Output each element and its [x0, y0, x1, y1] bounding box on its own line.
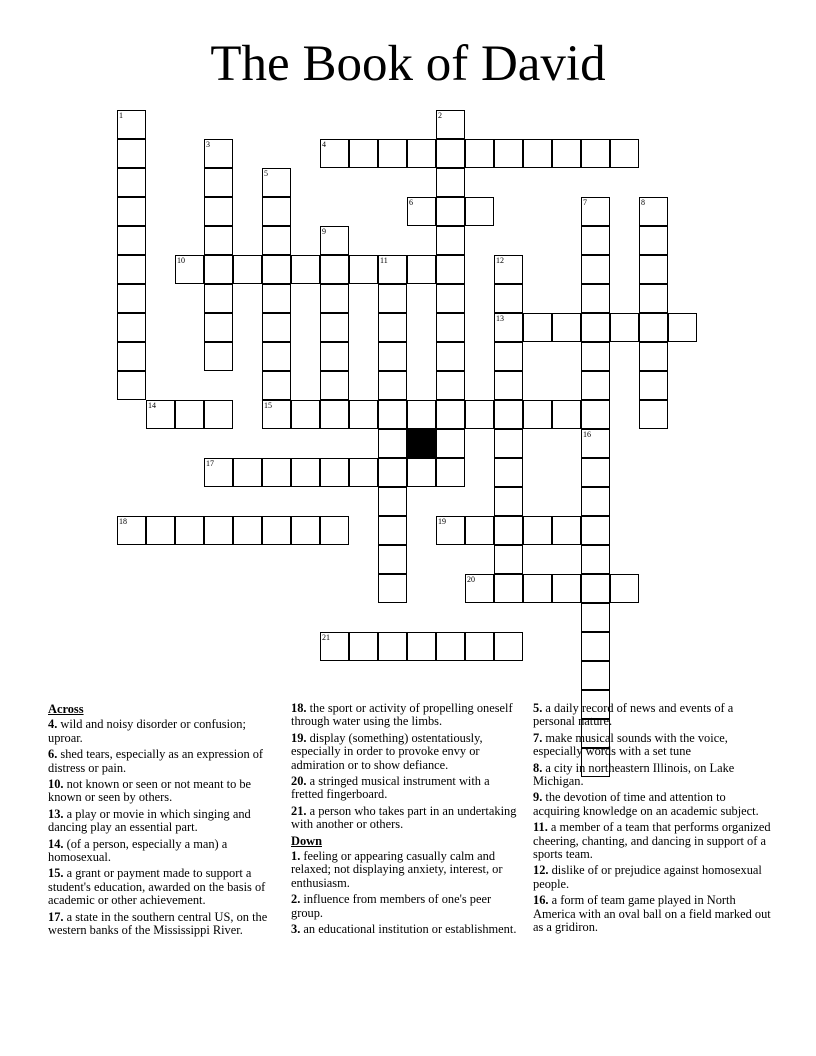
- grid-cell[interactable]: [262, 342, 291, 371]
- grid-cell[interactable]: [407, 458, 436, 487]
- grid-cell[interactable]: [204, 342, 233, 371]
- grid-cell[interactable]: [378, 487, 407, 516]
- clue-number: 20: [467, 575, 475, 584]
- grid-cell[interactable]: [436, 632, 465, 661]
- grid-cell[interactable]: [233, 255, 262, 284]
- grid-cell[interactable]: [581, 661, 610, 690]
- grid-cell[interactable]: [378, 400, 407, 429]
- grid-cell[interactable]: [407, 255, 436, 284]
- grid-cell[interactable]: [175, 516, 204, 545]
- clue-across-6: 6. shed tears, especially as an expression of distress or pain.: [48, 747, 264, 775]
- grid-cell[interactable]: [581, 139, 610, 168]
- grid-cell[interactable]: [262, 400, 291, 429]
- grid-cell[interactable]: [494, 284, 523, 313]
- grid-cell[interactable]: [581, 574, 610, 603]
- grid-cell[interactable]: [320, 458, 349, 487]
- grid-cell[interactable]: [581, 487, 610, 516]
- grid-cell[interactable]: [320, 313, 349, 342]
- grid-cell[interactable]: [436, 342, 465, 371]
- grid-cell[interactable]: [436, 284, 465, 313]
- grid-cell[interactable]: [146, 516, 175, 545]
- grid-cell[interactable]: [436, 110, 465, 139]
- grid-cell[interactable]: [146, 400, 175, 429]
- grid-cell[interactable]: [494, 458, 523, 487]
- grid-cell[interactable]: [639, 284, 668, 313]
- grid-cell[interactable]: [320, 400, 349, 429]
- grid-cell[interactable]: [378, 371, 407, 400]
- grid-cell[interactable]: [494, 429, 523, 458]
- grid-cell[interactable]: [494, 313, 523, 342]
- grid-cell[interactable]: [320, 284, 349, 313]
- grid-cell[interactable]: [349, 139, 378, 168]
- grid-cell[interactable]: [204, 255, 233, 284]
- grid-cell[interactable]: [320, 632, 349, 661]
- grid-cell[interactable]: [117, 516, 146, 545]
- clue-number: 19: [438, 517, 446, 526]
- grid-cell[interactable]: [407, 400, 436, 429]
- grid-cell[interactable]: [639, 255, 668, 284]
- grid-cell[interactable]: [378, 313, 407, 342]
- grid-cell[interactable]: [117, 371, 146, 400]
- grid-cell[interactable]: [262, 458, 291, 487]
- grid-cell[interactable]: [465, 139, 494, 168]
- grid-cell[interactable]: [494, 516, 523, 545]
- clue-across-19: 19. display (something) ostentatiously, especially in order to provoke envy or admiration or to show defiance.: [291, 730, 483, 772]
- clue-across-18: 18. the sport or activity of propelling oneself through water using the limbs.: [291, 701, 513, 729]
- grid-cell[interactable]: [204, 400, 233, 429]
- grid-cell[interactable]: [233, 458, 262, 487]
- grid-cell[interactable]: [320, 516, 349, 545]
- grid-cell[interactable]: [117, 255, 146, 284]
- grid-cell[interactable]: [262, 226, 291, 255]
- grid-cell[interactable]: [117, 110, 146, 139]
- clues-column-3: [533, 702, 773, 938]
- clue-number: 11: [380, 256, 388, 265]
- grid-cell[interactable]: [494, 545, 523, 574]
- black-cell: [407, 429, 436, 458]
- grid-cell[interactable]: [291, 400, 320, 429]
- clue-number: 9: [322, 227, 326, 236]
- grid-cell[interactable]: [581, 458, 610, 487]
- grid-cell[interactable]: [262, 197, 291, 226]
- clue-down-7: 7. make musical sounds with the voice, especially words with a set tune: [533, 730, 728, 759]
- grid-cell[interactable]: [349, 255, 378, 284]
- grid-cell[interactable]: [262, 313, 291, 342]
- clue-across-17: 17. a state in the southern central US, on the western banks of the Mississippi River.: [48, 909, 268, 938]
- clue-across-21: 21. a person who takes part in an undertaking with another or others.: [291, 803, 517, 832]
- grid-cell[interactable]: [117, 342, 146, 371]
- clue-number: 6: [409, 198, 413, 207]
- grid-cell[interactable]: [581, 197, 610, 226]
- grid-cell[interactable]: [436, 313, 465, 342]
- grid-cell[interactable]: [436, 458, 465, 487]
- grid-cell[interactable]: [407, 139, 436, 168]
- clue-down-11: 11. a member of a team that performs organized cheering, chanting, and dancing in support of a sports team.: [533, 820, 771, 862]
- grid-cell[interactable]: [494, 255, 523, 284]
- clue-number: 1: [119, 111, 123, 120]
- grid-cell[interactable]: [639, 371, 668, 400]
- grid-cell[interactable]: [581, 226, 610, 255]
- grid-cell[interactable]: [349, 458, 378, 487]
- grid-cell[interactable]: [233, 516, 262, 545]
- grid-cell[interactable]: [581, 603, 610, 632]
- grid-cell[interactable]: [581, 632, 610, 661]
- grid-cell[interactable]: [523, 139, 552, 168]
- grid-cell[interactable]: [639, 313, 668, 342]
- grid-cell[interactable]: [581, 284, 610, 313]
- grid-cell[interactable]: [465, 516, 494, 545]
- clue-number: 15: [264, 401, 272, 410]
- grid-cell[interactable]: [291, 458, 320, 487]
- clue-number: 14: [148, 401, 156, 410]
- grid-cell[interactable]: [581, 400, 610, 429]
- clue-number: 4: [322, 140, 326, 149]
- grid-cell[interactable]: [581, 255, 610, 284]
- grid-cell[interactable]: [436, 429, 465, 458]
- clue-number: 8: [641, 198, 645, 207]
- grid-cell[interactable]: [523, 400, 552, 429]
- clue-number: 18: [119, 517, 127, 526]
- clue-across-10: 10. not known or seen or not meant to be known or seen by others.: [48, 777, 252, 805]
- grid-cell[interactable]: [117, 197, 146, 226]
- clue-number: 2: [438, 111, 442, 120]
- clue-number: 7: [583, 198, 587, 207]
- grid-cell[interactable]: [320, 255, 349, 284]
- grid-cell[interactable]: [378, 255, 407, 284]
- grid-cell[interactable]: [581, 545, 610, 574]
- grid-cell[interactable]: [639, 197, 668, 226]
- grid-cell[interactable]: [523, 574, 552, 603]
- grid-cell[interactable]: [494, 139, 523, 168]
- grid-cell[interactable]: [436, 168, 465, 197]
- grid-cell[interactable]: [552, 516, 581, 545]
- grid-cell[interactable]: [610, 313, 639, 342]
- grid-cell[interactable]: [320, 371, 349, 400]
- grid-cell[interactable]: [204, 197, 233, 226]
- grid-cell[interactable]: [204, 139, 233, 168]
- grid-cell[interactable]: [204, 516, 233, 545]
- grid-cell[interactable]: [552, 139, 581, 168]
- clue-across-13: 13. a play or movie in which singing and dancing play an essential part.: [48, 806, 251, 835]
- clue-number: 3: [206, 140, 210, 149]
- grid-cell[interactable]: [436, 371, 465, 400]
- grid-cell[interactable]: [262, 255, 291, 284]
- clue-number: 16: [583, 430, 591, 439]
- grid-cell[interactable]: [610, 574, 639, 603]
- clue-down-3: 3. an educational institution or establishment.: [291, 922, 517, 937]
- grid-cell[interactable]: [494, 574, 523, 603]
- clue-across-15: 15. a grant or payment made to support a student's education, awarded on the basis of academic or other achievement.: [48, 866, 266, 908]
- grid-cell[interactable]: [581, 313, 610, 342]
- grid-cell[interactable]: [639, 226, 668, 255]
- clue-down-8: 8. a city in northeastern Illinois, on Lake Michigan.: [533, 760, 735, 789]
- clue-down-16: 16. a form of team game played in North America with an oval ball on a field marked out as a gridiron.: [533, 893, 771, 935]
- grid-cell[interactable]: [378, 284, 407, 313]
- grid-cell[interactable]: [262, 168, 291, 197]
- clue-number: 17: [206, 459, 214, 468]
- grid-cell[interactable]: [407, 197, 436, 226]
- grid-cell[interactable]: [378, 342, 407, 371]
- grid-cell[interactable]: [465, 197, 494, 226]
- clue-down-5: 5. a daily record of news and events of a personal nature.: [533, 701, 734, 729]
- grid-cell[interactable]: [204, 226, 233, 255]
- clue-across-4: 4. wild and noisy disorder or confusion; uproar.: [48, 717, 246, 745]
- grid-cell[interactable]: [204, 313, 233, 342]
- grid-cell[interactable]: [117, 284, 146, 313]
- grid-cell[interactable]: [378, 516, 407, 545]
- grid-cell[interactable]: [204, 458, 233, 487]
- clue-across-14: 14. (of a person, especially a man) a homosexual.: [48, 836, 228, 865]
- down-heading: Down: [291, 833, 322, 848]
- grid-cell[interactable]: [204, 168, 233, 197]
- grid-cell[interactable]: [639, 400, 668, 429]
- grid-cell[interactable]: [494, 371, 523, 400]
- grid-cell[interactable]: [349, 400, 378, 429]
- grid-cell[interactable]: [378, 632, 407, 661]
- grid-cell[interactable]: [262, 371, 291, 400]
- grid-cell[interactable]: [262, 284, 291, 313]
- grid-cell[interactable]: [494, 487, 523, 516]
- clue-number: 12: [496, 256, 504, 265]
- grid-cell[interactable]: [117, 226, 146, 255]
- grid-cell[interactable]: [436, 197, 465, 226]
- grid-cell[interactable]: [552, 313, 581, 342]
- grid-cell[interactable]: [581, 342, 610, 371]
- grid-cell[interactable]: [407, 632, 436, 661]
- grid-cell[interactable]: [378, 139, 407, 168]
- grid-cell[interactable]: [349, 632, 378, 661]
- clue-down-1: 1. feeling or appearing casually calm and relaxed; not displaying anxiety, interest, or enthusiasm.: [291, 849, 503, 890]
- puzzle-title: The Book of David: [210, 36, 606, 92]
- grid-cell[interactable]: [494, 632, 523, 661]
- grid-cell[interactable]: [262, 516, 291, 545]
- grid-cell[interactable]: [436, 255, 465, 284]
- clue-number: 10: [177, 256, 185, 265]
- grid-cell[interactable]: [436, 226, 465, 255]
- grid-cell[interactable]: [378, 458, 407, 487]
- clues-column-1: [48, 702, 276, 941]
- grid-cell[interactable]: [552, 400, 581, 429]
- grid-cell[interactable]: [378, 545, 407, 574]
- grid-cell[interactable]: [378, 574, 407, 603]
- clue-number: 21: [322, 633, 330, 642]
- grid-cell[interactable]: [465, 574, 494, 603]
- grid-cell[interactable]: [581, 371, 610, 400]
- grid-cell[interactable]: [436, 139, 465, 168]
- grid-cell[interactable]: [117, 139, 146, 168]
- grid-cell[interactable]: [552, 574, 581, 603]
- grid-cell[interactable]: [465, 632, 494, 661]
- grid-cell[interactable]: [668, 313, 697, 342]
- grid-cell[interactable]: [291, 255, 320, 284]
- grid-cell[interactable]: [581, 516, 610, 545]
- clue-number: 5: [264, 169, 268, 178]
- clue-down-2: 2. influence from members of one's peer group.: [291, 892, 492, 920]
- clue-down-12: 12. dislike of or prejudice against homosexual people.: [533, 863, 762, 891]
- grid-cell[interactable]: [117, 313, 146, 342]
- grid-cell[interactable]: [320, 342, 349, 371]
- grid-cell[interactable]: [494, 342, 523, 371]
- grid-cell[interactable]: [610, 139, 639, 168]
- grid-cell[interactable]: [465, 400, 494, 429]
- grid-cell[interactable]: [581, 429, 610, 458]
- clue-across-20: 20. a stringed musical instrument with a fretted fingerboard.: [291, 774, 490, 802]
- grid-cell[interactable]: [494, 400, 523, 429]
- grid-cell[interactable]: [175, 255, 204, 284]
- grid-cell[interactable]: [204, 284, 233, 313]
- clue-down-9: 9. the devotion of time and attention to acquiring knowledge on an academic subject.: [533, 790, 759, 818]
- grid-cell[interactable]: [175, 400, 204, 429]
- grid-cell[interactable]: [639, 342, 668, 371]
- grid-cell[interactable]: [436, 516, 465, 545]
- grid-cell[interactable]: [523, 516, 552, 545]
- grid-cell[interactable]: [291, 516, 320, 545]
- clue-number: 13: [496, 314, 504, 323]
- across-heading: Across: [48, 702, 84, 716]
- grid-cell[interactable]: [523, 313, 552, 342]
- clues-column-2: [291, 702, 519, 940]
- grid-cell[interactable]: [320, 226, 349, 255]
- grid-cell[interactable]: [436, 400, 465, 429]
- grid-cell[interactable]: [320, 139, 349, 168]
- grid-cell[interactable]: [378, 429, 407, 458]
- grid-cell[interactable]: [117, 168, 146, 197]
